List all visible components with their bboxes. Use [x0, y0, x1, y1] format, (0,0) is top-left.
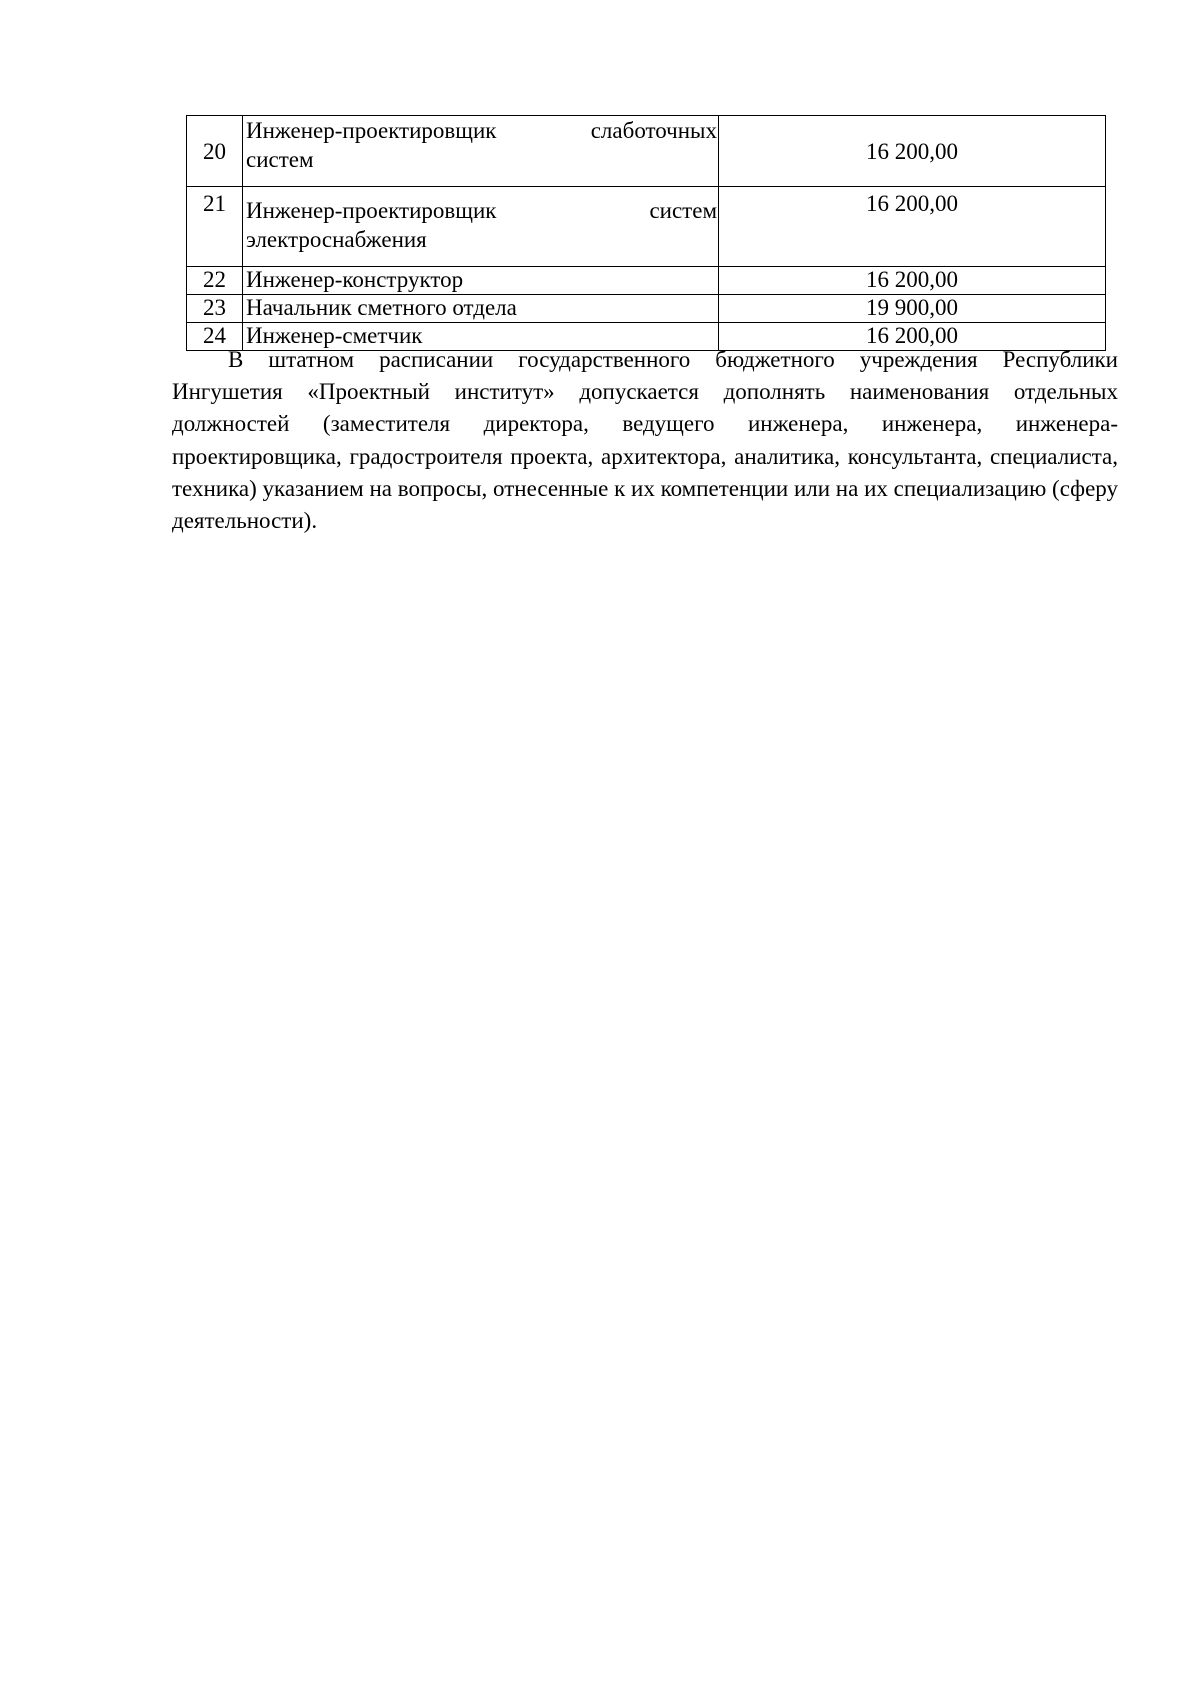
body-paragraph: [172, 344, 1118, 537]
position-name: Инженер-сметчик: [243, 323, 719, 351]
position-name: [243, 116, 719, 187]
position-name-line2: электроснабжения: [246, 227, 427, 252]
position-name: Инженер-конструктор: [243, 267, 719, 295]
row-number: 21: [187, 187, 243, 267]
row-number: 23: [187, 295, 243, 323]
row-number: 20: [187, 116, 243, 187]
salary-value: 16 200,00: [719, 116, 1106, 187]
position-name-line1: Инженер-проектировщик слаботочных: [246, 118, 717, 143]
position-name: [243, 187, 719, 267]
salary-value: 19 900,00: [719, 295, 1106, 323]
position-name: Начальник сметного отдела: [243, 295, 719, 323]
salary-table: [186, 115, 1106, 351]
salary-value: 16 200,00: [719, 267, 1106, 295]
paragraph-text: В штатном расписании государственного бюджетного учреждения Республики Ингушетия «Проектный институт» допускается дополнять наименования отдельных должностей (заместителя директора, ведущего инженера, инженера, инженера-проектировщика, градостроителя проекта, архитектора, аналитика, консультанта, специалиста, техника) указанием на вопросы, отнесенные к их компетенции или на их специализацию (сферу деятельности).: [172, 347, 1118, 534]
paragraph-indent: [172, 347, 228, 372]
position-name-line2: систем: [246, 147, 314, 172]
row-number: 22: [187, 267, 243, 295]
table-row: [187, 187, 1106, 267]
table-row: [187, 267, 1106, 295]
salary-value: 16 200,00: [719, 323, 1106, 351]
salary-value: 16 200,00: [719, 187, 1106, 267]
table-row: [187, 116, 1106, 187]
position-name-line1: Инженер-проектировщик систем: [246, 198, 717, 223]
table-row: [187, 295, 1106, 323]
row-number: 24: [187, 323, 243, 351]
